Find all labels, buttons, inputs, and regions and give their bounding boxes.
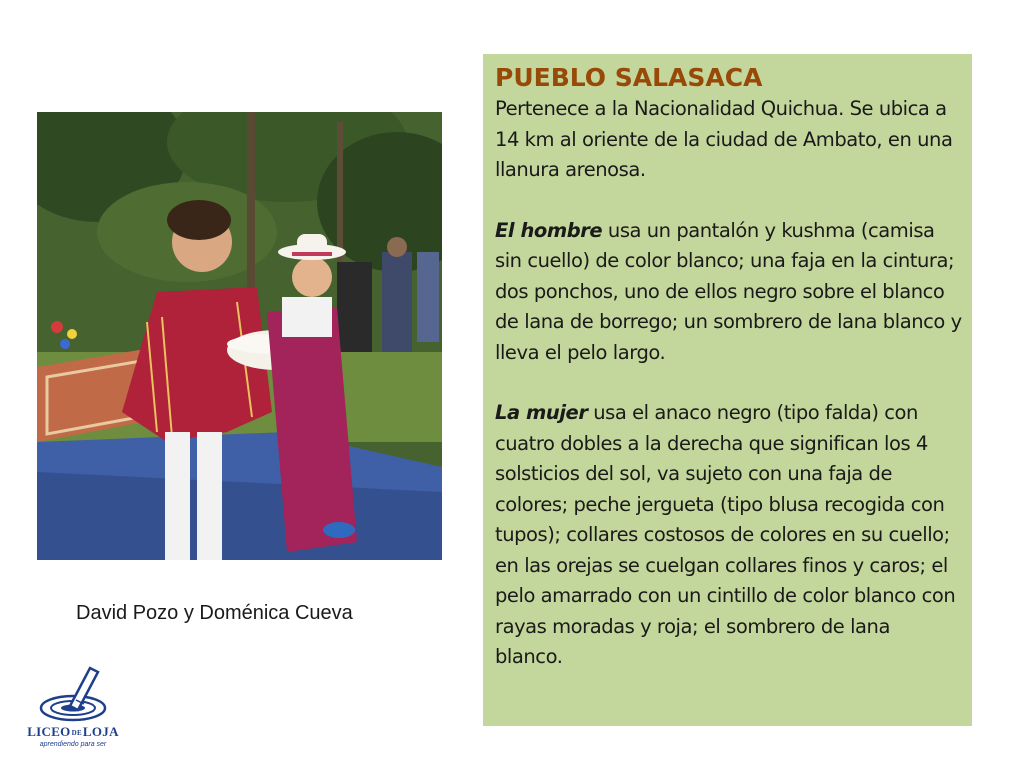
man-lead: El hombre: [495, 218, 603, 242]
logo-tagline: aprendiendo para ser: [39, 741, 107, 748]
woman-lead: La mujer: [495, 401, 588, 424]
logo-name-left: LICEO: [27, 724, 71, 739]
photo-caption: David Pozo y Doménica Cueva: [76, 602, 353, 624]
woman-text: usa el anaco negro (tipo falda) con cuatro dobles a la derecha que significan los 4 solsticios del sol, va sujeto con una faja de colores; peche jergueta (tipo blusa recogida con tupos); collares costosos de colores en su cuello; en las orejas se cuelgan collares finos y caros; el pelo amarrado con un cintillo de color blanco con rayas moradas y roja; el sombrero de lana blanco.: [495, 401, 956, 668]
photo-illustration: [37, 112, 442, 560]
man-paragraph: [495, 216, 962, 369]
logo-name: [18, 724, 128, 740]
logo-name-right: LOJA: [82, 724, 119, 739]
children-traditional-dress-photo: [37, 112, 442, 560]
description-box: [483, 54, 972, 726]
man-text: usa un pantalón y kushma (camisa sin cuello) de color blanco; una faja en la cintura; dos ponchos, uno de ellos negro sobre el blanco de lana de borrego; un sombrero de lana blanco y lleva el pelo largo.: [495, 218, 962, 364]
liceo-de-loja-logo: [18, 660, 128, 752]
title: PUEBLO SALASACA: [495, 63, 763, 92]
intro-paragraph: Pertenece a la Nacionalidad Quichua. Se ubica a 14 km al oriente de la ciudad de Ambato, en una llanura arenosa.: [495, 97, 953, 181]
woman-paragraph: [495, 398, 962, 673]
logo-name-de: DE: [71, 729, 82, 738]
logo-emblem-icon: [18, 660, 128, 726]
